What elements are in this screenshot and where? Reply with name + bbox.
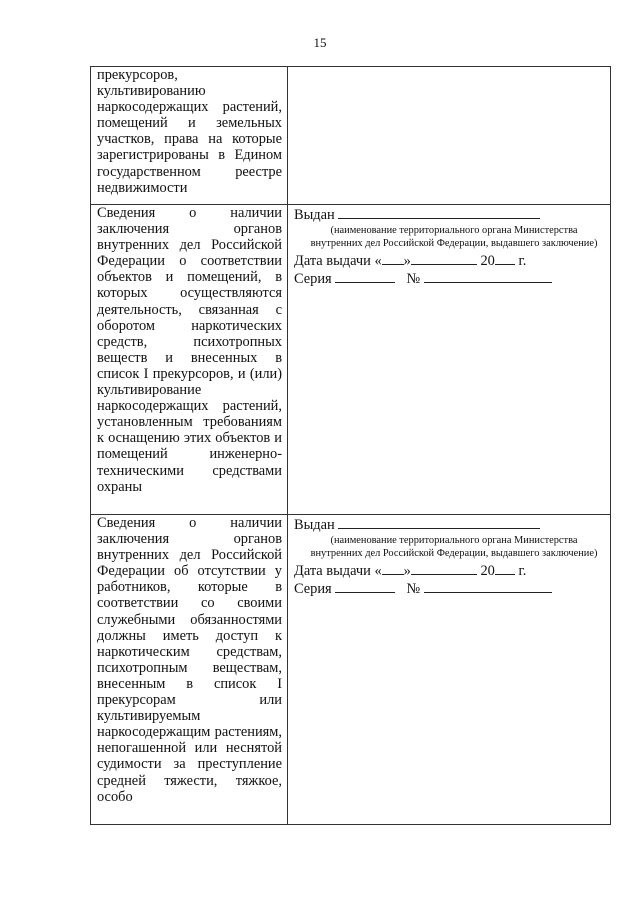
table-row [91,67,611,205]
form-table [90,66,611,825]
row-2-label: Сведения о наличии заключения органов внутренних дел Российской Федерации о соответствии объектов и помещений, в которых осуществляются деятельность, связанная с оборотом наркотических средств, психотропных веществ и внесенных в список I прекурсоров, и (или) культивирование наркосодержащих растений, установленным требованиям к оснащению этих объектов и помещений инженерно-техническими средствами охраны [97,205,282,495]
close-quote: » [403,253,411,269]
issued-label: Выдан [294,517,335,533]
row-1-label-cell [91,67,288,205]
year-prefix: 20 [480,563,495,579]
open-quote: « [374,563,382,579]
issue-day-field[interactable] [382,252,404,265]
number-field[interactable] [424,580,552,593]
issued-authority-field[interactable] [338,206,540,219]
row-1-value-cell [288,67,611,205]
row-3-label-cell [91,515,288,825]
row-3-value-cell [288,515,611,825]
row-2-label-cell [91,205,288,515]
series-field[interactable] [335,270,395,283]
number-field[interactable] [424,270,552,283]
issue-year-field[interactable] [495,252,515,265]
issued-label: Выдан [294,207,335,223]
issue-month-field[interactable] [411,252,477,265]
issue-day-field[interactable] [382,562,404,575]
issued-caption: (наименование территориального органа Министерства внутренних дел Российской Федерации, выдавшего заключение) [310,225,598,249]
open-quote: « [374,253,382,269]
series-field[interactable] [335,580,395,593]
series-label: Серия [294,581,332,597]
year-suffix: г. [518,563,527,579]
number-label: № [406,581,421,597]
row-2-value-cell [288,205,611,515]
year-prefix: 20 [480,253,495,269]
table-row [91,205,611,515]
issue-date-label: Дата выдачи [294,563,371,579]
year-suffix: г. [518,253,527,269]
row-3-label: Сведения о наличии заключения органов внутренних дел Российской Федерации об отсутствии у работников, которые в соответствии со своими служебными обязанностями должны иметь доступ к наркотическим средствам, психотропным веществам, внесенным в список I прекурсорам или культивируемым наркосодержащим растениям, непогашенной или неснятой судимости за преступление средней тяжести, тяжкое, особо [97,515,282,805]
issued-authority-field[interactable] [338,516,540,529]
series-label: Серия [294,271,332,287]
number-label: № [406,271,421,287]
issue-year-field[interactable] [495,562,515,575]
row-1-label: прекурсоров, культивированию наркосодержащих растений, помещений и земельных участков, права на которые зарегистрированы в Едином государственном реестре недвижимости [97,67,282,196]
close-quote: » [403,563,411,579]
issue-date-label: Дата выдачи [294,253,371,269]
issued-caption: (наименование территориального органа Министерства внутренних дел Российской Федерации, выдавшего заключение) [310,535,598,559]
table-row [91,515,611,825]
issue-month-field[interactable] [411,562,477,575]
page-number: 15 [313,35,327,50]
